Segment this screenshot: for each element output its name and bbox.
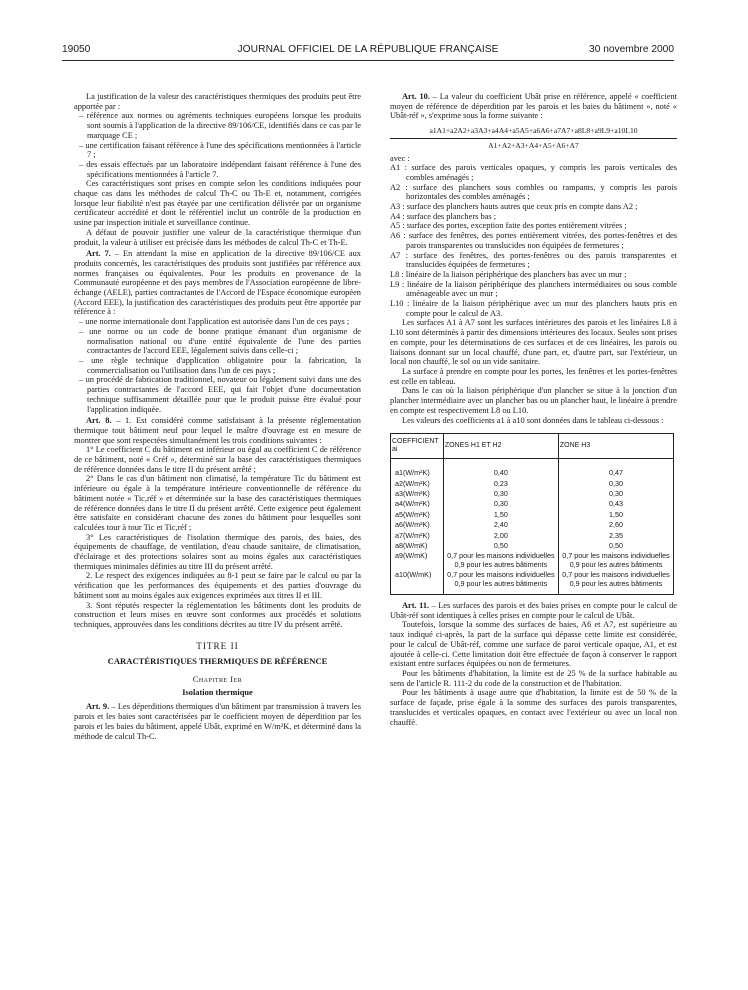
value-cell: 1,50	[443, 510, 558, 520]
list-item: – une norme internationale dont l'application est autorisée dans l'un de ces pays ;	[79, 317, 350, 327]
column-header: COEFFICIENT ai	[391, 434, 444, 459]
table-row	[391, 499, 674, 509]
article-7	[74, 249, 361, 317]
paragraph: Dans le cas où la liaison périphérique d'un plancher se situe à la jonction d'un plancher intermédiaire avec un plancher bas ou un plancher haut, le linéaire à prendre en compte est respectivement L8 ou L10.	[390, 386, 677, 415]
coef-cell: a8(W/mK)	[391, 541, 444, 551]
page-number: 19050	[62, 44, 91, 55]
paragraph: La justification de la valeur des caractéristiques thermiques des produits peut être apportée par :	[74, 92, 361, 111]
value-cell: 0,43	[558, 499, 673, 509]
article-text: – 1. Est considéré comme satisfaisant à la présente réglementation thermique tout bâtiment neuf pour lequel le maître d'ouvrage est en mesure de montrer que sont respectées simultanément les trois conditions suivantes :	[74, 416, 361, 445]
article-8	[74, 416, 361, 445]
definition: A2 : surface des planchers sous combles ou rampants, y compris les parois horizontales des combles aménagés ;	[390, 182, 677, 202]
left-column	[74, 92, 361, 741]
article-label: Art. 7.	[86, 249, 111, 259]
article-text: – Les surfaces des parois et des baies prises en compte pour le calcul de Ubât-réf sont identiques à celles prises en compte pour le calcul de Ubât.	[390, 601, 677, 620]
article-text: – Les déperditions thermiques d'un bâtiment par transmission à travers les parois et les baies sont caractérisées par le coefficient moyen de déperdition par les parois et les baies du bâtiment, appelé Ubât, exprimé en W/m²K, et déterminé dans la méthode de calcul Th-C.	[74, 702, 361, 741]
value-cell: 0,40	[443, 459, 558, 479]
table-row	[391, 479, 674, 489]
value-cell: 0,30	[443, 499, 558, 509]
article-11	[390, 601, 677, 620]
coef-cell: a10(W/mK)	[391, 570, 444, 594]
paragraph: La surface à prendre en compte pour les portes, les fenêtres et les portes-fenêtres est celle en tableau.	[390, 366, 677, 386]
chapter-subheading: Isolation thermique	[182, 687, 253, 697]
article-label: Art. 10.	[402, 92, 430, 101]
coef-cell: a1(W/m²K)	[391, 459, 444, 479]
value-cell: 0,30	[558, 479, 673, 489]
paragraph: 1° Le coefficient C du bâtiment est inférieur ou égal au coefficient C de référence de ce bâtiment, noté « Créf », déterminé sur la base des caractéristiques thermiques de référence données dans le titre II du présent arrêté ;	[74, 445, 361, 474]
column-header: ZONE H3	[558, 434, 673, 459]
coef-cell: a7(W/m²K)	[391, 531, 444, 541]
article-label: Art. 11.	[402, 601, 430, 611]
paragraph: 3. Sont réputés respecter la réglementation les bâtiments dont les produits de construction et leurs mises en œuvre sont conformes aux procédés et solutions techniques, approuvées dans les conditions décrites au titre IV du présent arrêté.	[74, 600, 361, 629]
coef-cell: a2(W/m²K)	[391, 479, 444, 489]
list-item: – un procédé de fabrication traditionnel, novateur ou légalement suivi dans une des parties contractantes de l'accord EEE, qui fait l'objet d'une documentation technique suffisamment détaillée pour que le produit puisse être évalué pour l'application indiquée.	[79, 375, 361, 414]
value-cell: 0,7 pour les maisons individuelles 0,9 pour les autres bâtiments	[443, 570, 558, 594]
value-cell: 0,30	[443, 489, 558, 499]
value-cell: 0,23	[443, 479, 558, 489]
article-9	[74, 702, 361, 741]
coef-cell: a9(W/mK)	[391, 551, 444, 570]
coef-cell: a5(W/m²K)	[391, 510, 444, 520]
paragraph: Les surfaces A1 à A7 sont les surfaces intérieures des parois et les linéaires L8 à L10 sont déterminés à partir des dimensions intérieures des locaux. Seules sont prises en compte, pour les déterminations de ces surfaces et de ces linéaires, les parois ou liaisons donnant sur un local chauffé, d'une part, et, d'autre part, sur l'extérieur, un local non chauffé, le sol ou un vide sanitaire.	[390, 318, 677, 367]
column-header: ZONES H1 ET H2	[443, 434, 558, 459]
table-row	[391, 520, 674, 530]
coef-cell: a4(W/m²K)	[391, 499, 444, 509]
journal-title: JOURNAL OFFICIEL DE LA RÉPUBLIQUE FRANÇAISE	[237, 44, 499, 55]
list-item: – une norme ou un code de bonne pratique émanant d'un organisme de normalisation national ou d'une entité équivalente de l'une des parties contractantes de l'accord EEE, légalement suivis dans celle-ci ;	[79, 326, 361, 356]
list-item: – référence aux normes ou agréments techniques européens lorsque les produits sont soumis à l'application de la directive 89/106/CE, identifiés dans ce cas par le marquage CE ;	[79, 111, 361, 140]
paragraph: Les valeurs des coefficients a1 à a10 sont données dans le tableau ci-dessous :	[402, 415, 664, 425]
paragraph: avec :	[390, 153, 410, 163]
definition: L8 : linéaire de la liaison périphérique des planchers bas avec un mur ;	[390, 269, 627, 279]
list-item: – une règle technique d'application obligatoire pour la fabrication, la commercialisation ou l'utilisation dans l'un de ces pays ;	[79, 355, 361, 375]
definition: A1 : surface des parois verticales opaques, y compris les parois verticales des combles aménagés ;	[390, 163, 677, 182]
paragraph: 2. Le respect des exigences indiquées au 8-1 peut se faire par le calcul ou par la vérification que les performances des équipements et des parties d'ouvrage du bâtiment sont au moins égales aux exigences exprimées aux titres II et III.	[74, 571, 361, 600]
definition: A7 : surface des fenêtres, des portes-fenêtres ou des parois transparentes et translucides équipées de fermetures ;	[390, 250, 677, 270]
table-row	[391, 489, 674, 499]
value-cell: 2,60	[558, 520, 673, 530]
paragraph: Pour les bâtiments d'habitation, la limite est de 25 % de la surface habitable au sens de l'article R. 111-2 du code de la construction et de l'habitation.	[390, 669, 677, 688]
list-item: – une certification faisant référence à l'une des spécifications mentionnées à l'article 7 ;	[79, 140, 361, 160]
article-text: – La valeur du coefficient Ubât prise en référence, appelé « coefficient moyen de référence de déperdition par les parois et les baies du bâtiment », noté « Ubât-réf », s'exprime sous la forme suivante :	[390, 92, 677, 121]
value-cell: 0,50	[443, 541, 558, 551]
article-label: Art. 8.	[86, 416, 112, 426]
formula-numerator: a1A1+a2A2+a3A3+a4A4+a5A5+a6A6+a7A7+a8L8+a9L9+a10L10	[390, 126, 677, 139]
publication-date: 30 novembre 2000	[589, 44, 674, 55]
table-row	[391, 510, 674, 520]
value-cell: 0,7 pour les maisons individuelles 0,9 pour les autres bâtiments	[558, 570, 673, 594]
table-row	[391, 551, 674, 570]
list-item: – des essais effectués par un laboratoire indépendant faisant référence à l'une des spécifications mentionnées à l'article 7.	[79, 159, 361, 179]
value-cell: 0,30	[558, 489, 673, 499]
table-row	[391, 531, 674, 541]
paragraph: Toutefois, lorsque la somme des surfaces de baies, A6 et A7, est supérieure au taux indiqué ci-après, la part de la surface qui dépasse cette limite est considérée, pour le calcul de Ubât-réf, comme une surface de paroi verticale opaque, A1, et est ajoutée à celle-ci. Cette limitation doit être effectuée de façon à conserver le rapport existant entre surfaces équipées ou non de fermetures.	[390, 620, 677, 669]
definition: A5 : surface des portes, exception faite des portes entièrement vitrées ;	[390, 221, 627, 231]
definition: A4 : surface des planchers bas ;	[390, 211, 497, 221]
title-subheading: CARACTÉRISTIQUES THERMIQUES DE RÉFÉRENCE	[107, 656, 328, 667]
coef-cell: a3(W/m²K)	[391, 489, 444, 499]
table-row	[391, 541, 674, 551]
value-cell: 0,7 pour les maisons individuelles 0,9 pour les autres bâtiments	[443, 551, 558, 570]
table-row	[391, 570, 674, 594]
right-column	[390, 92, 677, 727]
value-cell: 1,50	[558, 510, 673, 520]
definition: L9 : linéaire de la liaison périphérique des planchers intermédiaires ou sous comble aménageable avec un mur ;	[390, 279, 677, 299]
definition: A3 : surface des planchers hauts autres que ceux pris en compte dans A2 ;	[390, 202, 638, 212]
value-cell: 0,50	[558, 541, 673, 551]
article-label: Art. 9.	[86, 702, 110, 712]
value-cell: 2,35	[558, 531, 673, 541]
coefficient-table	[390, 433, 674, 595]
title-heading: TITRE II	[196, 640, 239, 651]
article-text: – En attendant la mise en application de la directive 89/106/CE aux produits concernés, les caractéristiques des produits sont justifiées par référence aux normes françaises ou équivalentes. Pour les produits en provenance de la Communauté européenne et des pays membres de l'Association européenne de libre-échange (AELE), parties contractantes de l'Accord de l'Espace économique européen (Accord EEE), la justification des caractéristiques des produits peut être apportée par référence à :	[74, 249, 361, 317]
table-row	[391, 459, 674, 479]
coef-cell: a6(W/m²K)	[391, 520, 444, 530]
paragraph: A défaut de pouvoir justifier une valeur de la caractéristique thermique d'un produit, la valeur à utiliser est précisée dans les méthodes de calcul Th-C et Th-E.	[74, 227, 361, 247]
value-cell: 2,40	[443, 520, 558, 530]
page-header	[62, 44, 674, 61]
definition: L10 : linéaire de la liaison périphérique avec un mur des planchers hauts pris en compte pour le calcul de A3.	[390, 299, 677, 318]
definition: A6 : surface des fenêtres, des portes entièrement vitrées, des portes-fenêtres et des parois transparentes ou translucides non équipées de fermetures ;	[390, 231, 677, 250]
value-cell: 0,47	[558, 459, 673, 479]
paragraph: 3° Les caractéristiques de l'isolation thermique des parois, des baies, des équipements de chauffage, de ventilation, d'eau chaude sanitaire, de climatisation, d'éclairage et des protections solaires sont au moins égales aux caractéristiques thermiques minimales définies au titre III du présent arrêté.	[74, 532, 361, 571]
chapter-heading: Chapitre Ier	[192, 675, 243, 685]
paragraph: Ces caractéristiques sont prises en compte selon les conditions indiquées pour chaque cas dans les méthodes de calcul Th-C ou Th-E et, notamment, corrigées lorsque leur fiabilité n'est pas étayée par une certification délivrée par un organisme certificateur accrédité et dont le référentiel inclut un contrôle de la production en usine par inspection initiale et surveillance continue.	[74, 179, 361, 228]
article-10	[390, 92, 677, 121]
value-cell: 0,7 pour les maisons individuelles 0,9 pour les autres bâtiments	[558, 551, 673, 570]
paragraph: 2° Dans le cas d'un bâtiment non climatisé, la température Tic du bâtiment est inférieure ou égale à la température intérieure conventionnelle de référence du bâtiment notée « Tic,réf » et déterminée sur la base des caractéristiques thermiques de référence données dans le titre II du présent arrêté. Cette exigence peut également être satisfaite en considérant chacune des zones du bâtiment pour lesquelles sont calculées tour à tour Tic et Tic,réf ;	[74, 474, 361, 532]
formula	[390, 126, 677, 150]
paragraph: Pour les bâtiments à usage autre que d'habitation, la limite est de 50 % de la surface de façade, prise égale à la somme des surfaces des parois transparentes, translucides et verticales opaques, en contact avec l'extérieur ou avec un local non chauffé.	[390, 688, 677, 727]
formula-denominator: A1+A2+A3+A4+A5+A6+A7	[488, 140, 579, 150]
value-cell: 2,00	[443, 531, 558, 541]
